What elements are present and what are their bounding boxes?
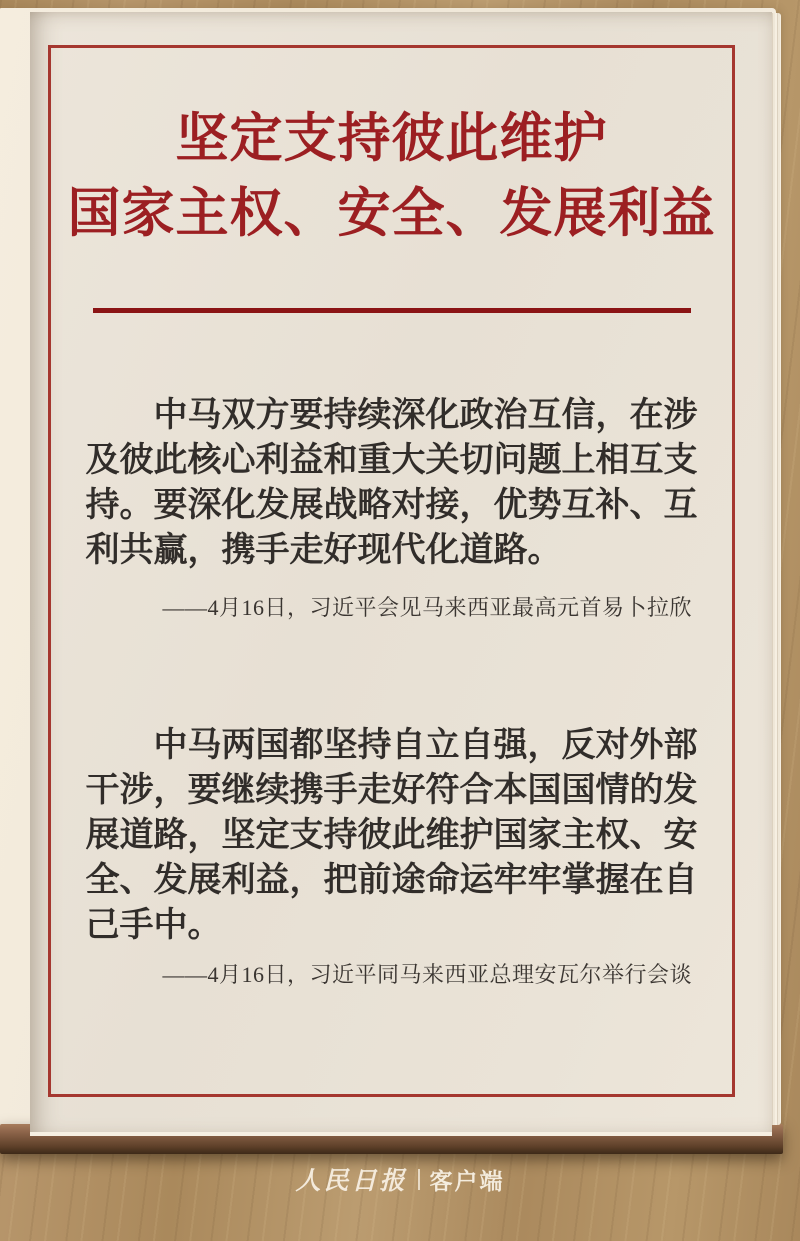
quote-1-attribution: ——4月16日，习近平会见马来西亚最高元首易卜拉欣 (162, 595, 692, 620)
page-title (51, 102, 732, 252)
quote-2: 中马两国都坚持自立自强，反对外部干涉，要继续携手走好符合本国国情的发展道路，坚定支持彼此维护国家主权、安全、发展利益，把前途命运牢牢掌握在自己手中。 (85, 727, 698, 944)
client-label: 客户端 (429, 1167, 505, 1194)
page-title-line2: 国家主权、安全、发展利益 (67, 185, 716, 243)
book (0, 8, 783, 1154)
peoples-daily-logo (0, 1163, 800, 1195)
peoples-daily-wordmark: 人民日报 (295, 1166, 408, 1195)
quote-1: 中马双方要持续深化政治互信，在涉及彼此核心利益和重大关切问题上相互支持。要深化发展战略对接，优势互补、互利共赢，携手走好现代化道路。 (85, 397, 698, 569)
quote-2-attribution: ——4月16日，习近平同马来西亚总理安瓦尔举行会谈 (162, 962, 692, 987)
title-divider (93, 308, 691, 313)
logo-separator-line (418, 1169, 420, 1190)
book-page (30, 12, 772, 1132)
page-title-line1: 坚定支持彼此维护 (175, 110, 608, 168)
red-border-frame (48, 45, 735, 1097)
